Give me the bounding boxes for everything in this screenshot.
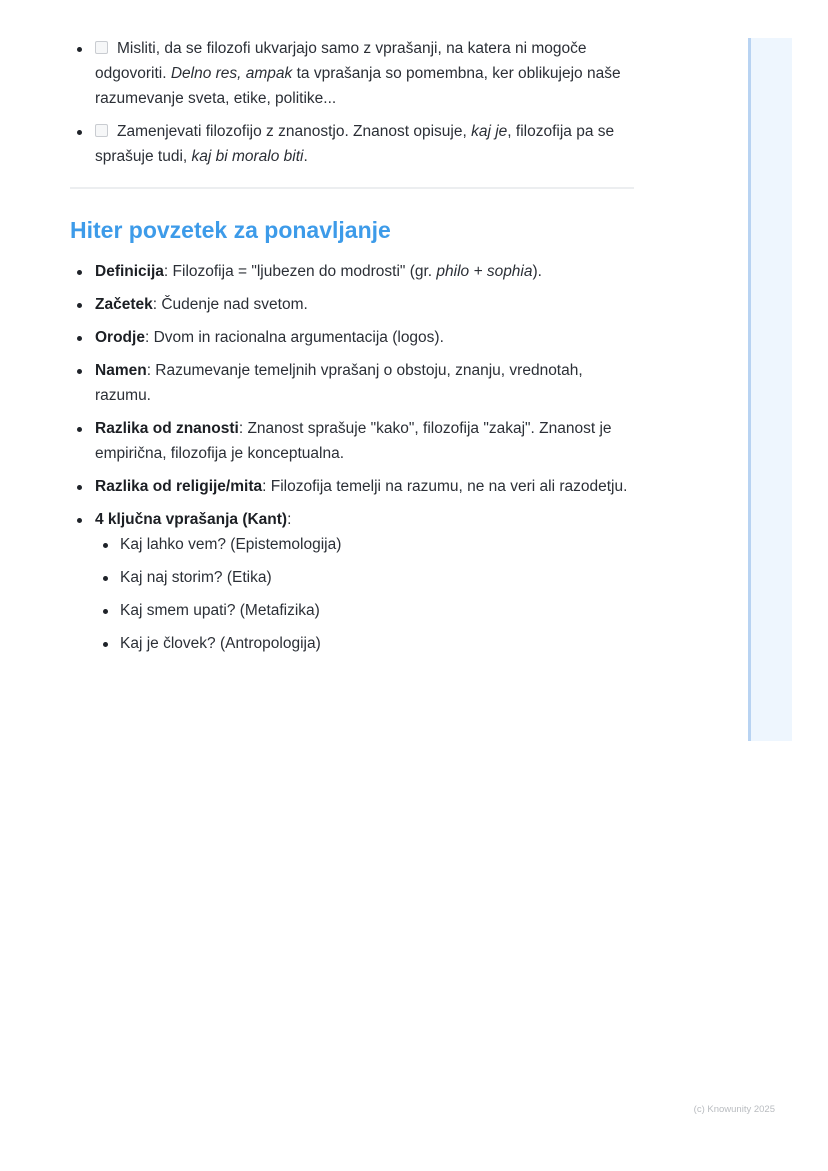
checkbox-icon[interactable] (95, 41, 108, 54)
checkbox-icon[interactable] (95, 124, 108, 137)
copyright-footer: (c) Knowunity 2025 (693, 1104, 775, 1115)
mistake-item: Zamenjevati filozofijo z znanostjo. Znanost opisuje, kaj je, filozofija pa se sprašuje tudi, kaj bi moralo biti. (70, 119, 634, 169)
mistake-item: Misliti, da se filozofi ukvarjajo samo z vprašanji, na katera ni mogoče odgovoriti. Delno res, ampak ta vprašanja so pomembna, ker oblikujejo naše razumevanje sveta, etike, politike... (70, 36, 634, 111)
summary-item-zacetek: Začetek: Čudenje nad svetom. (70, 292, 634, 317)
summary-item-namen: Namen: Razumevanje temeljnih vprašanj o obstoju, znanju, vrednotah, razumu. (70, 358, 634, 408)
section-divider (70, 187, 634, 189)
summary-heading: Hiter povzetek za ponavljanje (70, 217, 391, 243)
kant-question: Kaj lahko vem? (Epistemologija) (95, 532, 634, 557)
summary-list (70, 259, 634, 656)
summary-item-kant: 4 ključna vprašanja (Kant): Kaj lahko vem? (Epistemologija) Kaj naj storim? (Etika) Kaj smem upati? (Metafizika) Kaj je človek? (Antropologija) (70, 507, 634, 656)
document-content (70, 36, 634, 664)
summary-item-definicija: Definicija: Filozofija = "ljubezen do modrosti" (gr. philo + sophia). (70, 259, 634, 284)
kant-questions-list (95, 532, 634, 656)
kant-question: Kaj smem upati? (Metafizika) (95, 598, 634, 623)
side-panel (748, 38, 792, 741)
summary-item-razlika-znanost: Razlika od znanosti: Znanost sprašuje "kako", filozofija "zakaj". Znanost je empirična, filozofija je konceptualna. (70, 416, 634, 466)
summary-item-razlika-religija: Razlika od religije/mita: Filozofija temelji na razumu, ne na veri ali razodetju. (70, 474, 634, 499)
kant-question: Kaj je človek? (Antropologija) (95, 631, 634, 656)
mistakes-list (70, 36, 634, 169)
kant-question: Kaj naj storim? (Etika) (95, 565, 634, 590)
summary-item-orodje: Orodje: Dvom in racionalna argumentacija (logos). (70, 325, 634, 350)
